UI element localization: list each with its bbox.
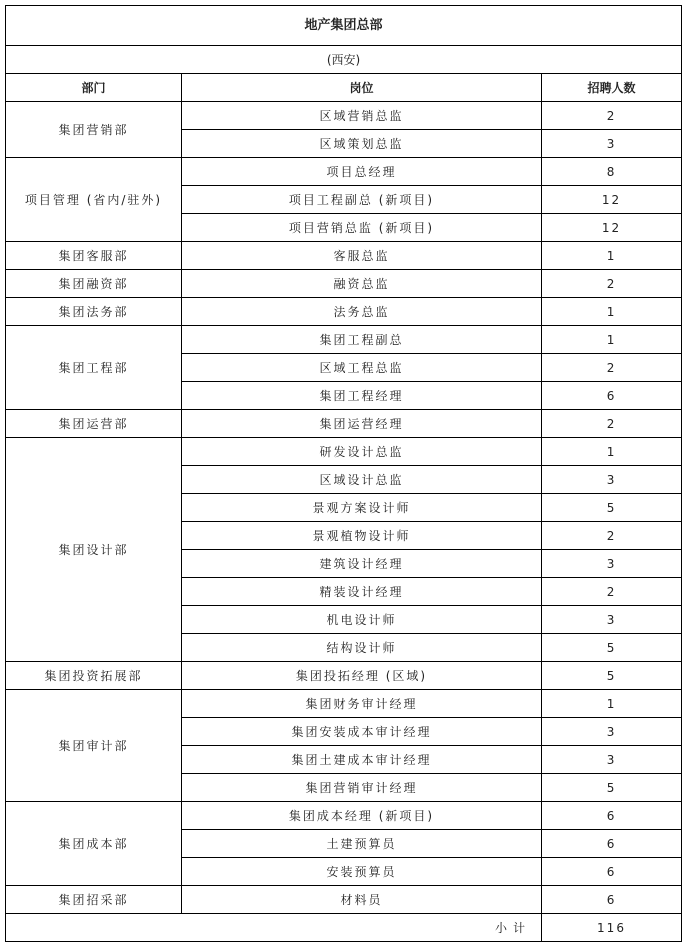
table-row bbox=[6, 802, 682, 830]
position-cell: 集团安装成本审计经理 bbox=[182, 718, 542, 746]
header-count: 招聘人数 bbox=[542, 74, 682, 102]
count-cell: 5 bbox=[542, 662, 682, 690]
location-label: (西安) bbox=[6, 46, 682, 74]
count-cell: 5 bbox=[542, 494, 682, 522]
table-title: 地产集团总部 bbox=[6, 6, 682, 46]
position-cell: 项目工程副总 (新项目) bbox=[182, 186, 542, 214]
dept-cell: 集团审计部 bbox=[6, 690, 182, 802]
position-cell: 区域工程总监 bbox=[182, 354, 542, 382]
header-position: 岗位 bbox=[182, 74, 542, 102]
table-row bbox=[6, 438, 682, 466]
position-cell: 研发设计总监 bbox=[182, 438, 542, 466]
position-cell: 区域策划总监 bbox=[182, 130, 542, 158]
table-row bbox=[6, 298, 682, 326]
count-cell: 5 bbox=[542, 774, 682, 802]
table-row bbox=[6, 158, 682, 186]
position-cell: 机电设计师 bbox=[182, 606, 542, 634]
header-dept: 部门 bbox=[6, 74, 182, 102]
position-cell: 法务总监 bbox=[182, 298, 542, 326]
position-cell: 景观方案设计师 bbox=[182, 494, 542, 522]
count-cell: 2 bbox=[542, 578, 682, 606]
count-cell: 3 bbox=[542, 606, 682, 634]
recruitment-table bbox=[5, 5, 682, 942]
position-cell: 集团运营经理 bbox=[182, 410, 542, 438]
dept-cell: 集团法务部 bbox=[6, 298, 182, 326]
position-cell: 集团营销审计经理 bbox=[182, 774, 542, 802]
position-cell: 建筑设计经理 bbox=[182, 550, 542, 578]
table-row bbox=[6, 690, 682, 718]
table-row bbox=[6, 886, 682, 914]
table-row bbox=[6, 242, 682, 270]
count-cell: 3 bbox=[542, 718, 682, 746]
dept-cell: 集团营销部 bbox=[6, 102, 182, 158]
total-row bbox=[6, 914, 682, 942]
count-cell: 1 bbox=[542, 242, 682, 270]
position-cell: 集团土建成本审计经理 bbox=[182, 746, 542, 774]
dept-cell: 集团招采部 bbox=[6, 886, 182, 914]
count-cell: 5 bbox=[542, 634, 682, 662]
total-value: 116 bbox=[542, 914, 682, 942]
position-cell: 土建预算员 bbox=[182, 830, 542, 858]
position-cell: 客服总监 bbox=[182, 242, 542, 270]
dept-cell: 集团工程部 bbox=[6, 326, 182, 410]
count-cell: 2 bbox=[542, 354, 682, 382]
count-cell: 1 bbox=[542, 326, 682, 354]
count-cell: 1 bbox=[542, 438, 682, 466]
position-cell: 融资总监 bbox=[182, 270, 542, 298]
count-cell: 2 bbox=[542, 410, 682, 438]
dept-cell: 集团成本部 bbox=[6, 802, 182, 886]
count-cell: 3 bbox=[542, 466, 682, 494]
header-row bbox=[6, 74, 682, 102]
position-cell: 材料员 bbox=[182, 886, 542, 914]
position-cell: 精装设计经理 bbox=[182, 578, 542, 606]
title-row bbox=[6, 6, 682, 46]
count-cell: 12 bbox=[542, 214, 682, 242]
dept-cell: 集团运营部 bbox=[6, 410, 182, 438]
dept-cell: 集团投资拓展部 bbox=[6, 662, 182, 690]
count-cell: 8 bbox=[542, 158, 682, 186]
count-cell: 6 bbox=[542, 382, 682, 410]
count-cell: 2 bbox=[542, 270, 682, 298]
table-row bbox=[6, 662, 682, 690]
position-cell: 结构设计师 bbox=[182, 634, 542, 662]
count-cell: 1 bbox=[542, 298, 682, 326]
position-cell: 区域设计总监 bbox=[182, 466, 542, 494]
count-cell: 3 bbox=[542, 130, 682, 158]
location-row bbox=[6, 46, 682, 74]
count-cell: 6 bbox=[542, 858, 682, 886]
count-cell: 3 bbox=[542, 746, 682, 774]
count-cell: 12 bbox=[542, 186, 682, 214]
position-cell: 集团投拓经理 (区域) bbox=[182, 662, 542, 690]
count-cell: 6 bbox=[542, 802, 682, 830]
table-row bbox=[6, 410, 682, 438]
count-cell: 2 bbox=[542, 522, 682, 550]
count-cell: 1 bbox=[542, 690, 682, 718]
position-cell: 景观植物设计师 bbox=[182, 522, 542, 550]
table-row bbox=[6, 326, 682, 354]
position-cell: 集团工程副总 bbox=[182, 326, 542, 354]
count-cell: 3 bbox=[542, 550, 682, 578]
total-label: 小计 bbox=[6, 914, 542, 942]
table-row bbox=[6, 102, 682, 130]
position-cell: 集团成本经理 (新项目) bbox=[182, 802, 542, 830]
dept-cell: 项目管理 (省内/驻外) bbox=[6, 158, 182, 242]
position-cell: 集团财务审计经理 bbox=[182, 690, 542, 718]
dept-cell: 集团设计部 bbox=[6, 438, 182, 662]
table-row bbox=[6, 270, 682, 298]
dept-cell: 集团融资部 bbox=[6, 270, 182, 298]
dept-cell: 集团客服部 bbox=[6, 242, 182, 270]
count-cell: 6 bbox=[542, 830, 682, 858]
position-cell: 区域营销总监 bbox=[182, 102, 542, 130]
position-cell: 项目营销总监 (新项目) bbox=[182, 214, 542, 242]
position-cell: 集团工程经理 bbox=[182, 382, 542, 410]
count-cell: 6 bbox=[542, 886, 682, 914]
count-cell: 2 bbox=[542, 102, 682, 130]
position-cell: 项目总经理 bbox=[182, 158, 542, 186]
position-cell: 安装预算员 bbox=[182, 858, 542, 886]
